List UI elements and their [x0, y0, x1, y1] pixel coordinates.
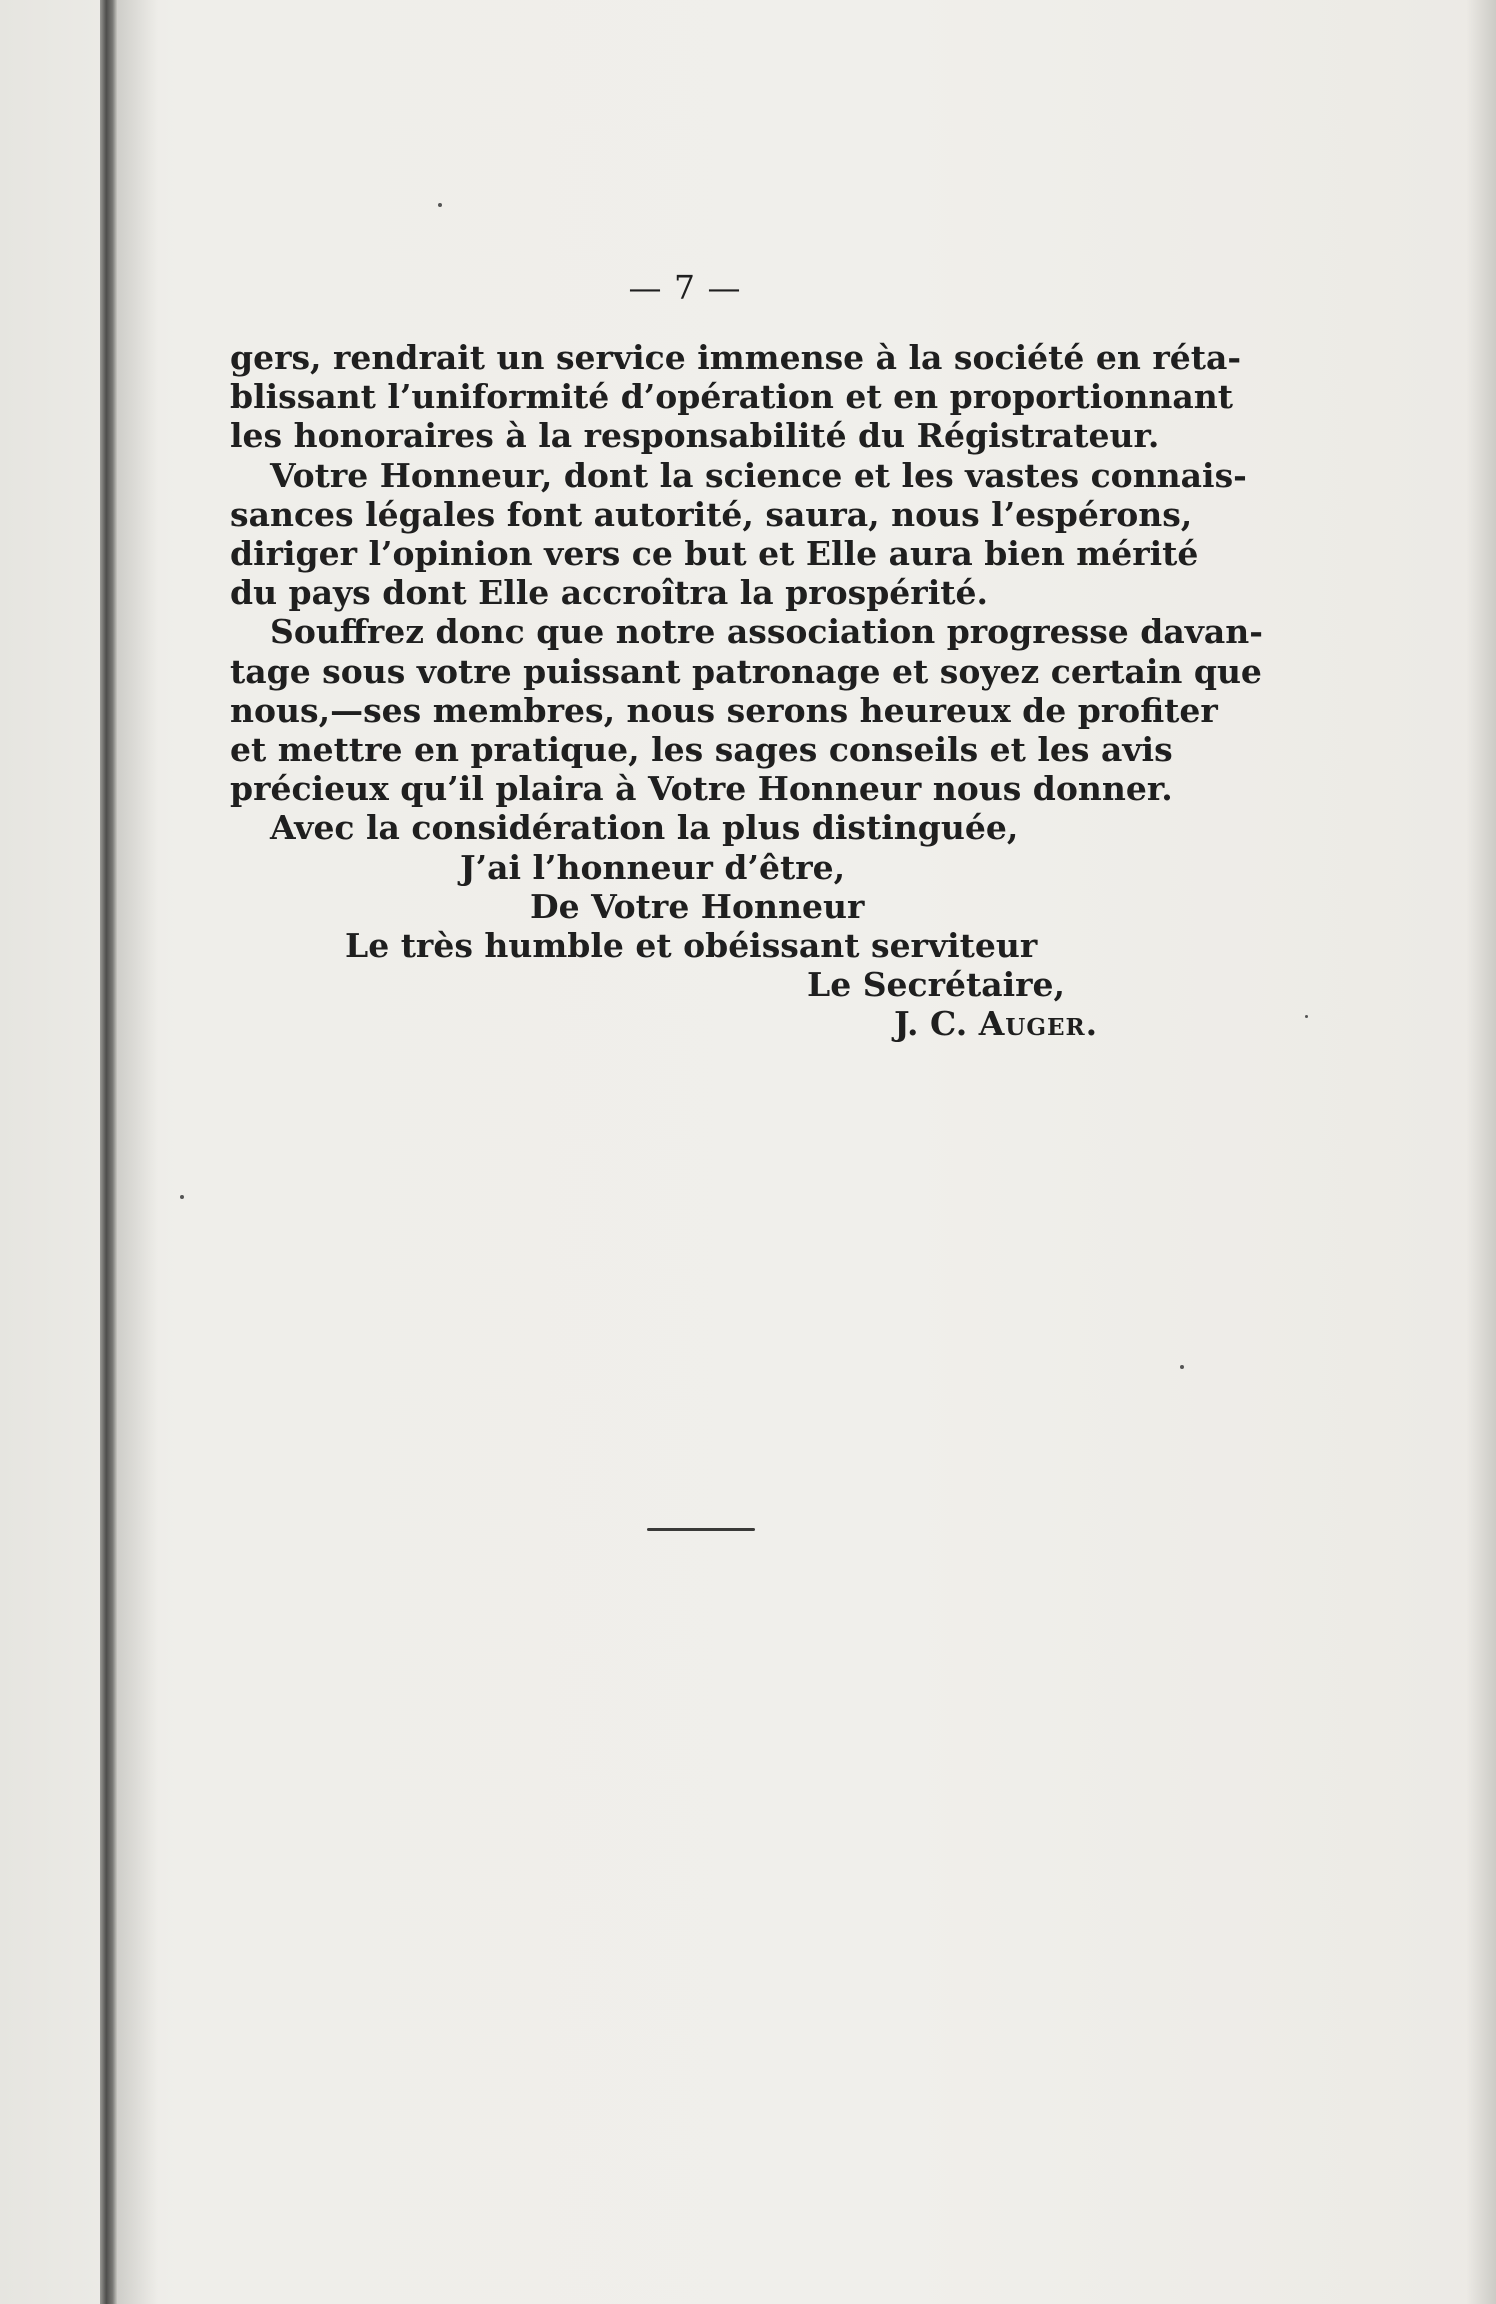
- signature-initials: J. C.: [894, 1004, 968, 1044]
- text-line: sances légales font autorité, saura, nous l’espérons,: [230, 494, 1193, 534]
- ink-speck: [1180, 1365, 1184, 1369]
- signature: [230, 1004, 1150, 1043]
- ink-speck: [1305, 1015, 1308, 1018]
- letter-body: [230, 338, 1263, 1044]
- text-line: nous,—ses membres, nous serons heureux de profiter: [230, 690, 1218, 730]
- closing-salutation: Avec la considération la plus distinguée,: [270, 808, 1019, 848]
- paragraph-2: [230, 455, 1247, 613]
- text-line: diriger l’opinion vers ce but et Elle aura bien mérité: [230, 534, 1199, 574]
- page-right-edge: [1466, 0, 1496, 2304]
- closing-title: Le Secrétaire,: [807, 965, 1066, 1005]
- signature-name: Auger.: [978, 1004, 1099, 1044]
- text-line: tage sous votre puissant patronage et soyez certain que: [230, 651, 1262, 691]
- text-line: précieux qu’il plaira à Votre Honneur nous donner.: [230, 769, 1173, 809]
- text-line: blissant l’uniformité d’opération et en proportionnant: [230, 377, 1233, 417]
- closing-block: [230, 808, 1150, 1043]
- end-rule: [647, 1528, 755, 1531]
- page-number: — 7 —: [628, 268, 742, 307]
- text-line: gers, rendrait un service immense à la société en réta-: [230, 338, 1242, 377]
- paragraph-1: [230, 338, 1242, 456]
- text-line: Souffrez donc que notre association progresse davan-: [270, 612, 1263, 652]
- text-line: les honoraires à la responsabilité du Régistrateur.: [230, 416, 1160, 456]
- binding-edge: [100, 0, 118, 2304]
- ink-speck: [438, 203, 442, 207]
- paragraph-3: [230, 612, 1263, 809]
- closing-honour: J’ai l’honneur d’être,: [460, 847, 846, 887]
- ink-speck: [180, 1195, 184, 1199]
- text-line: du pays dont Elle accroîtra la prospérité.: [230, 573, 988, 613]
- closing-servant: Le très humble et obéissant serviteur: [345, 926, 1038, 966]
- text-line: et mettre en pratique, les sages conseils et les avis: [230, 730, 1173, 770]
- closing-address: De Votre Honneur: [530, 886, 865, 926]
- binding-shadow: [118, 0, 158, 2304]
- text-line: Votre Honneur, dont la science et les vastes connais-: [270, 455, 1247, 495]
